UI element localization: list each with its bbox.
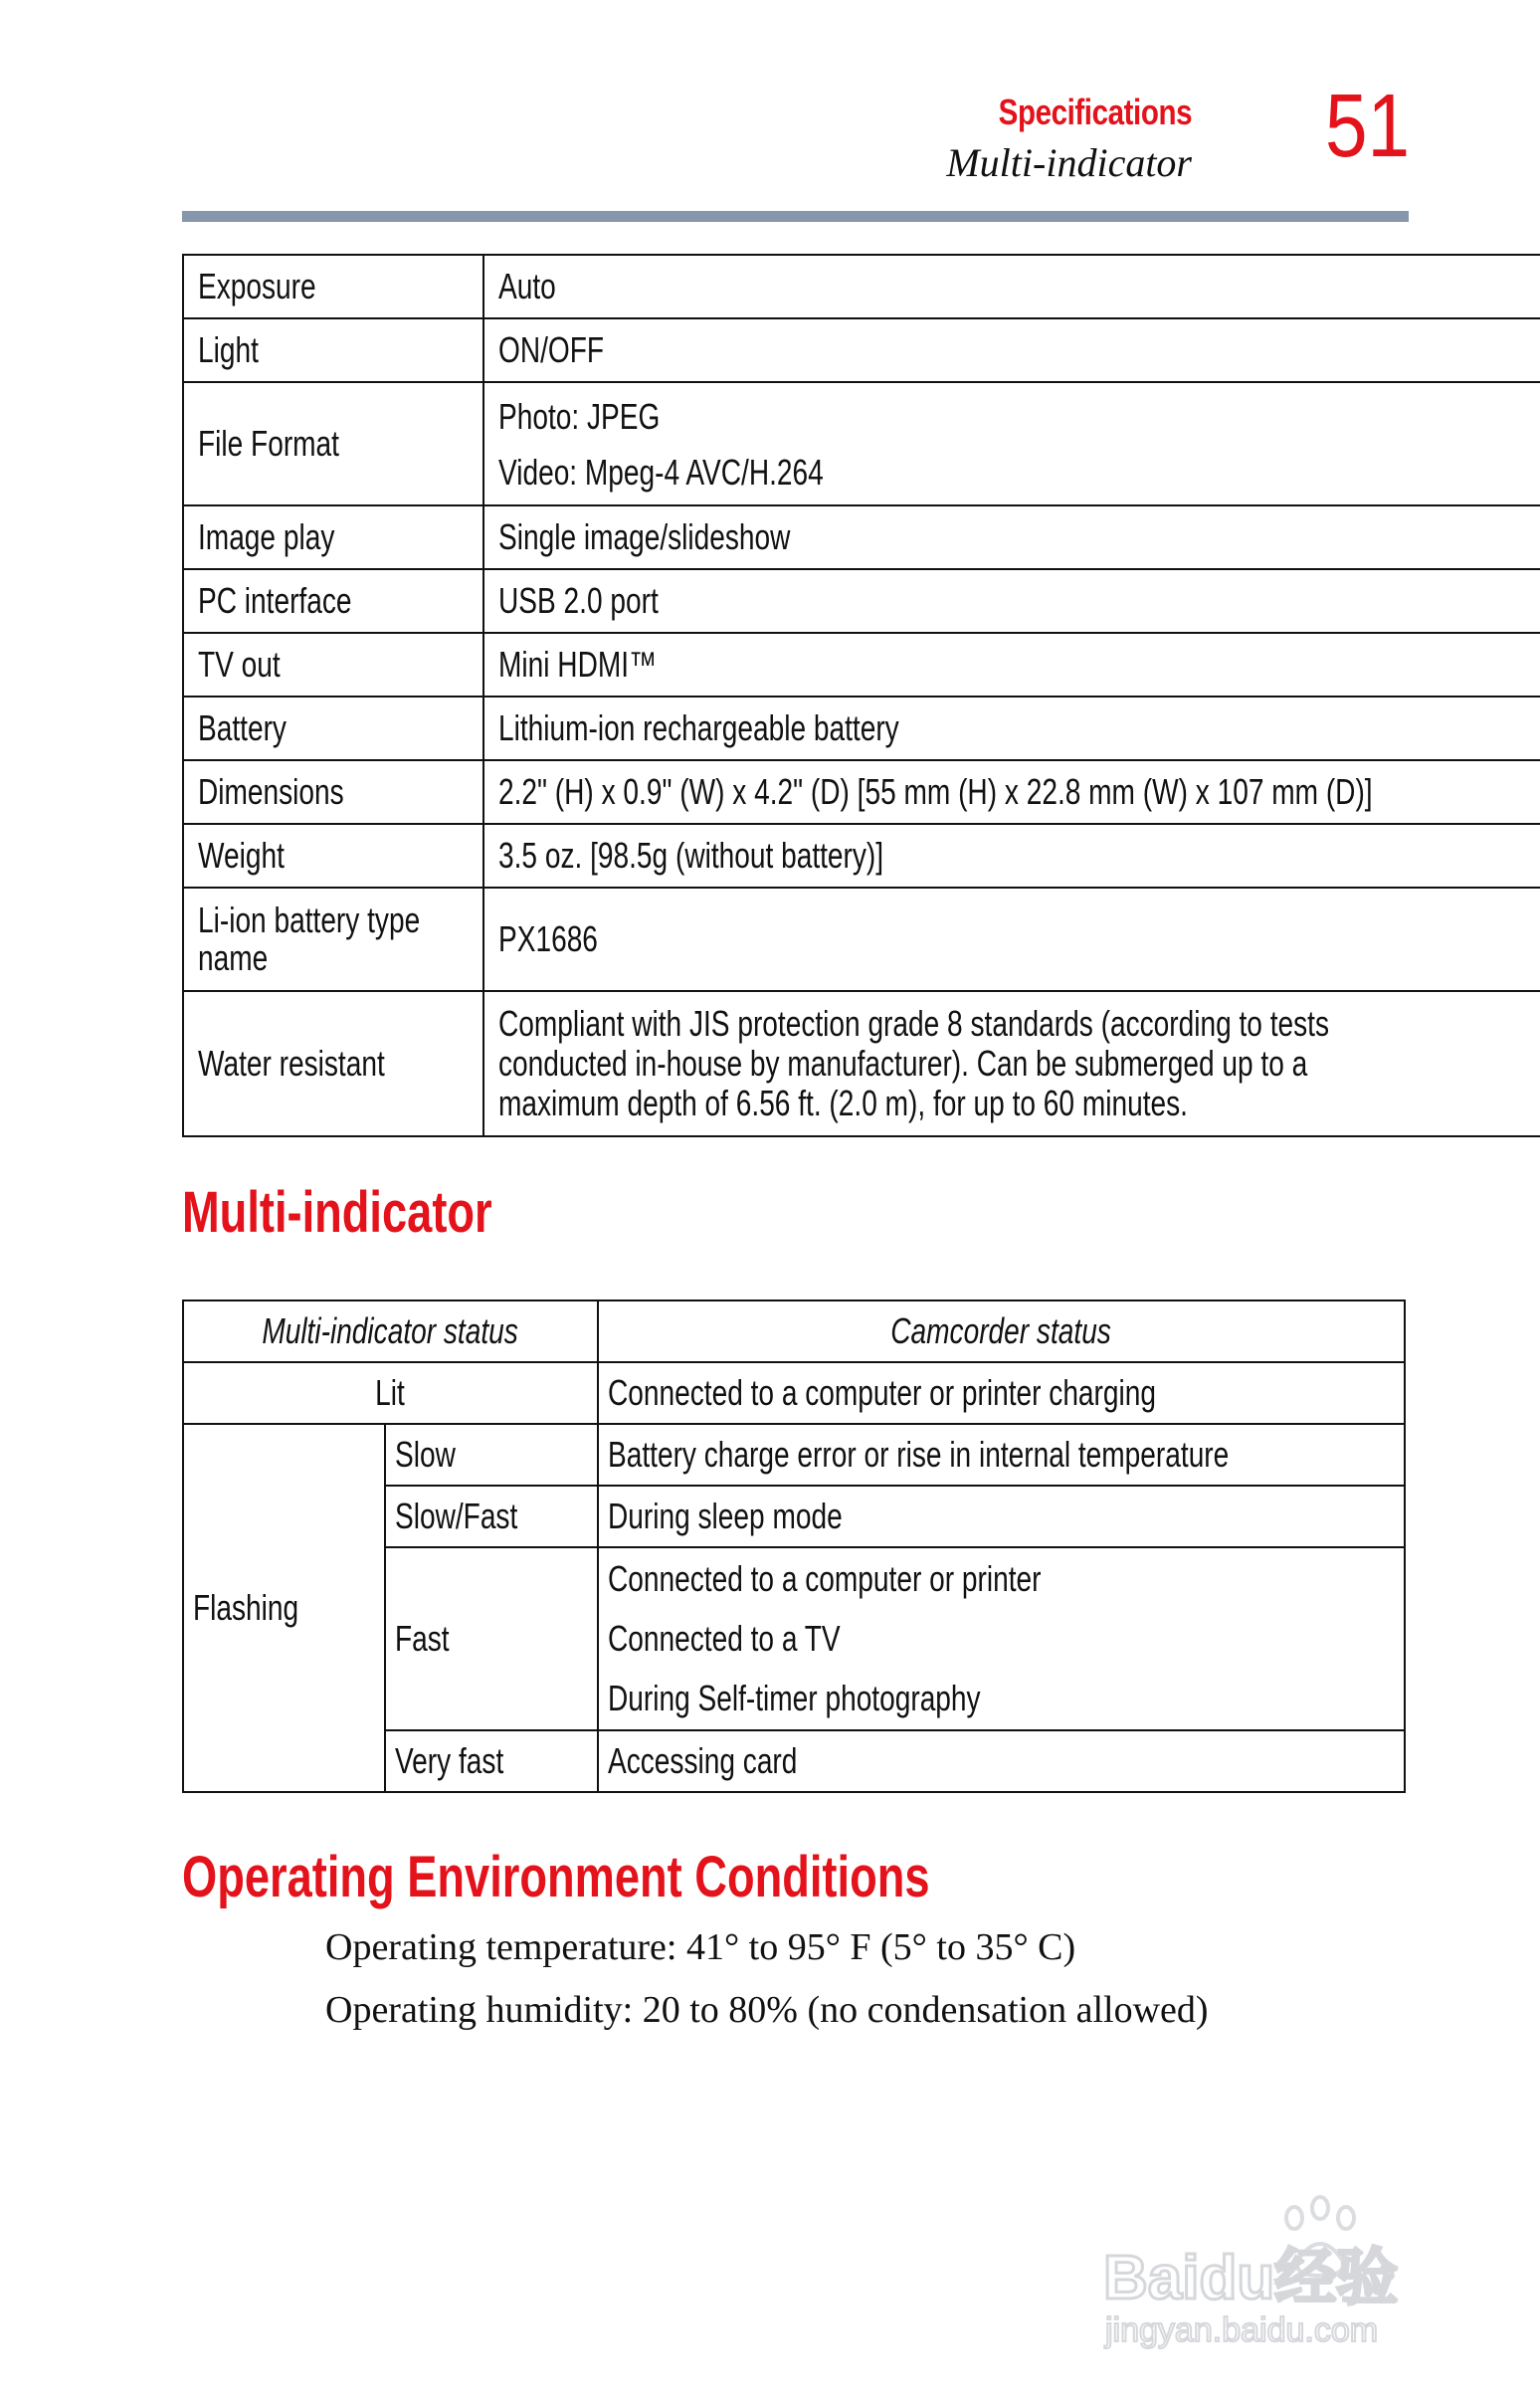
spec-table (182, 254, 1540, 1137)
baidu-watermark (1099, 2184, 1457, 2353)
table-row (183, 824, 1540, 888)
table-row (183, 633, 1540, 697)
spec-value: Single image/slideshow (483, 505, 1540, 569)
spec-value: USB 2.0 port (483, 569, 1540, 633)
camcorder-status: Connected to a computer or printer Connected to a TV During Self-timer photography (598, 1547, 1405, 1730)
spec-value: Mini HDMI™ (483, 633, 1540, 697)
page-number: 51 (1325, 77, 1411, 176)
spec-label: Water resistant (183, 991, 483, 1136)
paw-toe-1 (1286, 2207, 1302, 2229)
table-row (183, 382, 1540, 505)
multi-indicator-heading: Multi-indicator (182, 1180, 492, 1245)
paw-toe-3 (1338, 2207, 1354, 2229)
operating-humidity: Operating humidity: 20 to 80% (no condensation allowed) (325, 1989, 1209, 2031)
spec-value: Compliant with JIS protection grade 8 standards (according to tests conducted in-house by manufacturer). Can be submerged up to a maximum depth of 6.56 ft. (2.0 m), for up to 60 minutes. (483, 991, 1540, 1136)
multi-indicator-table (182, 1300, 1406, 1793)
table-row (183, 888, 1540, 991)
spec-value: Lithium-ion rechargeable battery (483, 697, 1540, 760)
flash-speed: Very fast (385, 1730, 598, 1792)
spec-label: Light (183, 318, 483, 382)
spec-label: Li-ion battery type name (183, 888, 483, 991)
spec-value: Auto (483, 255, 1540, 318)
table-row (183, 697, 1540, 760)
running-header-section: Specifications (998, 92, 1192, 132)
spec-label: File Format (183, 382, 483, 505)
column-header-multi-indicator-status: Multi-indicator status (183, 1300, 598, 1362)
table-row (183, 991, 1540, 1136)
spec-value: ON/OFF (483, 318, 1540, 382)
spec-label: TV out (183, 633, 483, 697)
watermark-url: jingyan.baidu.com (1105, 2311, 1379, 2349)
camcorder-status: Battery charge error or rise in internal temperature (598, 1424, 1405, 1486)
table-row (183, 1424, 1405, 1486)
watermark-brand: Baidu经验 (1103, 2244, 1399, 2312)
paw-toe-2 (1312, 2197, 1328, 2219)
flash-speed: Slow/Fast (385, 1486, 598, 1547)
indicator-lit: Lit (183, 1362, 598, 1424)
spec-value: 2.2" (H) x 0.9" (W) x 4.2" (D) [55 mm (H) x 22.8 mm (W) x 107 mm (D)] (483, 760, 1540, 824)
spec-value: PX1686 (483, 888, 1540, 991)
spec-label: PC interface (183, 569, 483, 633)
table-row (183, 569, 1540, 633)
flash-speed: Slow (385, 1424, 598, 1486)
column-header-camcorder-status: Camcorder status (598, 1300, 1405, 1362)
table-row (183, 318, 1540, 382)
spec-label: Exposure (183, 255, 483, 318)
table-row (183, 505, 1540, 569)
table-row (183, 760, 1540, 824)
spec-label: Dimensions (183, 760, 483, 824)
table-header-row (183, 1300, 1405, 1362)
spec-label: Weight (183, 824, 483, 888)
table-row (183, 255, 1540, 318)
spec-value: 3.5 oz. [98.5g (without battery)] (483, 824, 1540, 888)
header-rule (182, 211, 1409, 222)
camcorder-status: During sleep mode (598, 1486, 1405, 1547)
camcorder-status: Connected to a computer or printer charging (598, 1362, 1405, 1424)
indicator-flashing: Flashing (183, 1424, 385, 1792)
spec-value: Photo: JPEG Video: Mpeg-4 AVC/H.264 (483, 382, 1540, 505)
table-row (183, 1362, 1405, 1424)
camcorder-status: Accessing card (598, 1730, 1405, 1792)
operating-temperature: Operating temperature: 41° to 95° F (5° to 35° C) (325, 1926, 1076, 1968)
spec-label: Image play (183, 505, 483, 569)
flash-speed: Fast (385, 1547, 598, 1730)
spec-label: Battery (183, 697, 483, 760)
operating-environment-heading: Operating Environment Conditions (182, 1845, 930, 1909)
running-header-subsection: Multi-indicator (946, 140, 1192, 185)
